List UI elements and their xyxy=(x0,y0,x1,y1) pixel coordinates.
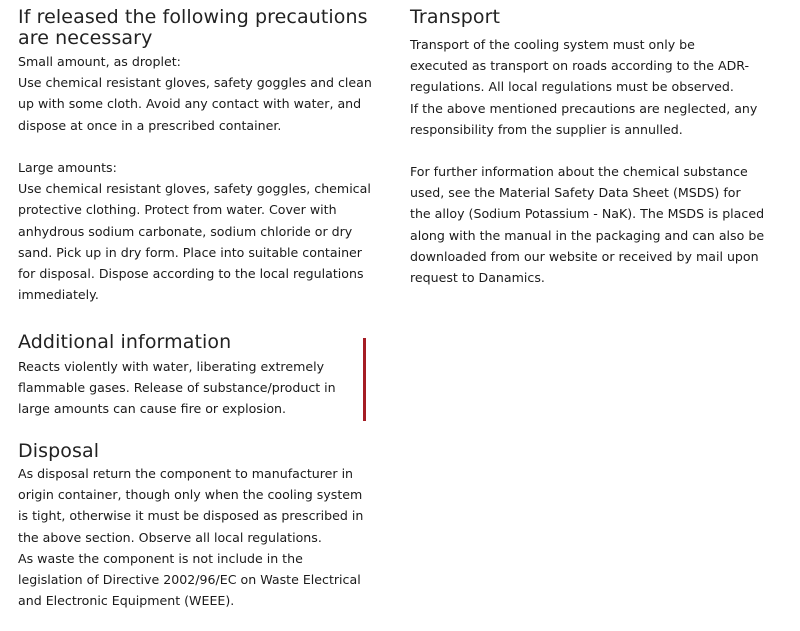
small-amount-label: Small amount, as droplet: xyxy=(18,54,181,69)
additional-info-body xyxy=(18,356,336,420)
msds-info-line-4: along with the manual in the packaging and can also be xyxy=(410,227,765,243)
additional-info-heading: Additional information xyxy=(18,331,232,353)
large-amounts-label: Large amounts: xyxy=(18,160,117,175)
additional-info-section xyxy=(18,332,231,353)
msds-info-line-5: downloaded from our website or received by mail upon xyxy=(410,248,759,264)
precautions-heading-line-2: are necessary xyxy=(18,27,153,49)
precautions-heading xyxy=(18,7,368,49)
msds-info-line-1: For further information about the chemical substance xyxy=(410,164,748,179)
additional-info-line-2: flammable gases. Release of substance/product in xyxy=(18,380,336,396)
transport-body xyxy=(410,34,757,140)
accent-bar xyxy=(363,338,366,421)
msds-info-body xyxy=(410,161,764,288)
disposal-heading: Disposal xyxy=(18,440,100,462)
large-amounts-line-4: sand. Pick up in dry form. Place into suitable container xyxy=(18,244,362,260)
disposal-line-6: legislation of Directive 2002/96/EC on Waste Electrical xyxy=(18,572,361,588)
transport-line-3: regulations. All local regulations must be observed. xyxy=(410,79,734,95)
transport-line-4: If the above mentioned precautions are neglected, any xyxy=(410,100,758,116)
transport-line-1: Transport of the cooling system must only be xyxy=(410,37,695,52)
disposal-section xyxy=(18,441,99,462)
precautions-heading-line-1: If released the following precautions xyxy=(18,6,368,28)
disposal-line-1: As disposal return the component to manufacturer in xyxy=(18,466,354,481)
msds-info-line-3: the alloy (Sodium Potassium - NaK). The MSDS is placed xyxy=(410,206,765,222)
disposal-body xyxy=(18,463,363,611)
disposal-line-5: As waste the component is not include in the xyxy=(18,550,303,566)
large-amounts-line-2: protective clothing. Protect from water. Cover with xyxy=(18,202,337,218)
additional-info-line-3: large amounts can cause fire or explosion. xyxy=(18,401,287,417)
msds-info-line-2: used, see the Material Safety Data Sheet (MSDS) for xyxy=(410,185,741,201)
large-amounts-line-1: Use chemical resistant gloves, safety goggles, chemical xyxy=(18,181,371,197)
disposal-line-2: origin container, though only when the cooling system xyxy=(18,487,363,503)
small-amount-block xyxy=(18,51,372,136)
msds-info-line-6: request to Danamics. xyxy=(410,270,545,286)
large-amounts-line-6: immediately. xyxy=(18,287,99,303)
additional-info-line-1: Reacts violently with water, liberating extremely xyxy=(18,359,325,374)
large-amounts-block xyxy=(18,157,371,305)
disposal-line-7: and Electronic Equipment (WEEE). xyxy=(18,593,235,609)
small-amount-line-2: up with some cloth. Avoid any contact with water, and xyxy=(18,96,362,112)
disposal-line-4: the above section. Observe all local regulations. xyxy=(18,529,322,545)
transport-heading: Transport xyxy=(410,6,501,28)
large-amounts-line-3: anhydrous sodium carbonate, sodium chloride or dry xyxy=(18,223,353,239)
disposal-line-3: is tight, otherwise it must be disposed as prescribed in xyxy=(18,508,364,524)
small-amount-line-3: dispose at once in a prescribed container. xyxy=(18,117,282,133)
transport-line-5: responsibility from the supplier is annulled. xyxy=(410,121,683,137)
transport-section xyxy=(410,7,500,28)
transport-line-2: executed as transport on roads according to the ADR- xyxy=(410,58,750,74)
small-amount-line-1: Use chemical resistant gloves, safety goggles and clean xyxy=(18,75,372,91)
precautions-section xyxy=(18,7,368,49)
large-amounts-line-5: for disposal. Dispose according to the local regulations xyxy=(18,266,364,282)
